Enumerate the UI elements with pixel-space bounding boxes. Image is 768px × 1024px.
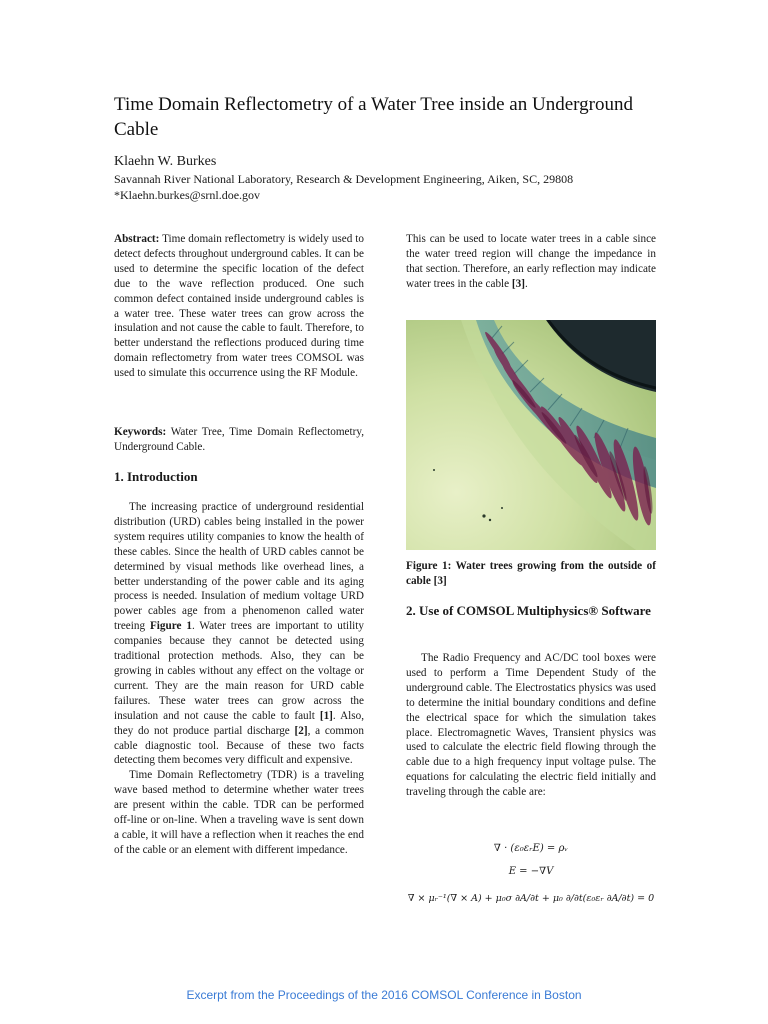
intro-text: . Also, they do not produce partial discharge: [114, 709, 364, 737]
keywords-text: Water Tree, Time Domain Reflectometry, Underground Cable.: [114, 426, 364, 453]
introduction-paragraph-1: [114, 500, 364, 768]
author-email: *Klaehn.burkes@srnl.doe.gov: [114, 188, 261, 202]
abstract-label: Abstract:: [114, 233, 160, 245]
figure-1-caption: Figure 1: Water trees growing from the outside of cable [3]: [406, 560, 656, 587]
figure-1-reference: Figure 1: [149, 620, 192, 633]
introduction-heading: 1. Introduction: [114, 469, 198, 484]
keywords-label: Keywords:: [114, 426, 167, 438]
equation-wave: ∇ × μᵣ⁻¹(∇ × A) + μ₀σ ∂A/∂t + μ₀ ∂/∂t(ε₀εᵣ ∂A/∂t) = 0: [407, 893, 655, 904]
continuation-text: This can be used to locate water trees in a cable since the water treed region will change the impedance in that section. Therefore, an early reflection may indicate water trees in the cable: [406, 233, 656, 290]
water-tree-image: [406, 320, 656, 550]
author-affiliation: Savannah River National Laboratory, Research & Development Engineering, Aiken, SC, 29808: [114, 172, 574, 186]
comsol-section-heading: 2. Use of COMSOL Multiphysics® Software: [406, 603, 651, 618]
citation-1: [1]: [319, 709, 333, 722]
paper-title: Time Domain Reflectometry of a Water Tree inside an Underground Cable: [114, 94, 633, 140]
water-tree-photo: [406, 320, 656, 550]
right-column-continuation: [406, 232, 656, 292]
continuation-end: .: [524, 277, 528, 290]
intro-text: . Water trees are important to utility companies because they cannot be detected using traditional protection methods. Also, they can be growing in cables without any effect on the voltage or current. They are the main reason for URD cable failures. These water trees can grow across the insulation and not cause the cable to fault: [114, 620, 364, 722]
equation-gauss-law: ∇ · (ε₀εᵣE) = ρᵥ: [493, 843, 569, 854]
abstract-paragraph: [114, 232, 364, 381]
introduction-paragraph-2: Time Domain Reflectometry (TDR) is a traveling wave based method to determine whether water trees are present within the cable. TDR can be performed off-line or on-line. When a traveling wave is sent down a cable, it will have a reflection when it reaches the end of the cable or an element with different impedance.: [114, 769, 364, 856]
conference-footer: Excerpt from the Proceedings of the 2016 COMSOL Conference in Boston: [186, 988, 582, 1002]
intro-text: , a common cable diagnostic tool. Because of these two facts detecting them becomes very difficult and expensive.: [114, 724, 364, 767]
comsol-paragraph-1: The Radio Frequency and AC/DC tool boxes were used to perform a Time Dependent Study of the underground cable. The Electrostatics physics was used to determine the initial boundary conditions and define the electrical space for which the simulation takes place. Electromagnetic Waves, Transient physics was used to calculate the electric field flowing through the cable due to a high frequency input voltage pulse. The equations for calculating the electric field initially and traveling through the cable are:: [406, 652, 656, 799]
citation-3: [3]: [511, 277, 525, 290]
introduction-body: [114, 500, 364, 858]
author-name: Klaehn W. Burkes: [114, 154, 217, 169]
citation-2: [2]: [294, 724, 308, 737]
equation-electric-field: E = −∇V: [508, 866, 554, 877]
intro-text: The increasing practice of underground residential distribution (URD) cables being installed in the power system requires utility companies to know the health of these cables. Since the health of URD cables cannot be determined by visual methods like overhead lines, a better understanding of the power cable and its aging process is needed. Insulation of medium voltage URD power cables age from a phenomenon called water treeing: [114, 501, 364, 633]
keywords-paragraph: [114, 425, 364, 455]
comsol-section-body: [406, 651, 656, 800]
abstract-text: Time domain reflectometry is widely used to detect defects throughout underground cables. It can be used to determine the specific location of the defect due to the wave reflection produced. One such common defect contained inside underground cables is a water tree. These water trees can grow across the insulation and not cause the cable to fault. Therefore, to better understand the reflections produced during time domain reflectometry from water trees COMSOL was used to simulate this occurrence using the RF Module.: [114, 233, 364, 380]
